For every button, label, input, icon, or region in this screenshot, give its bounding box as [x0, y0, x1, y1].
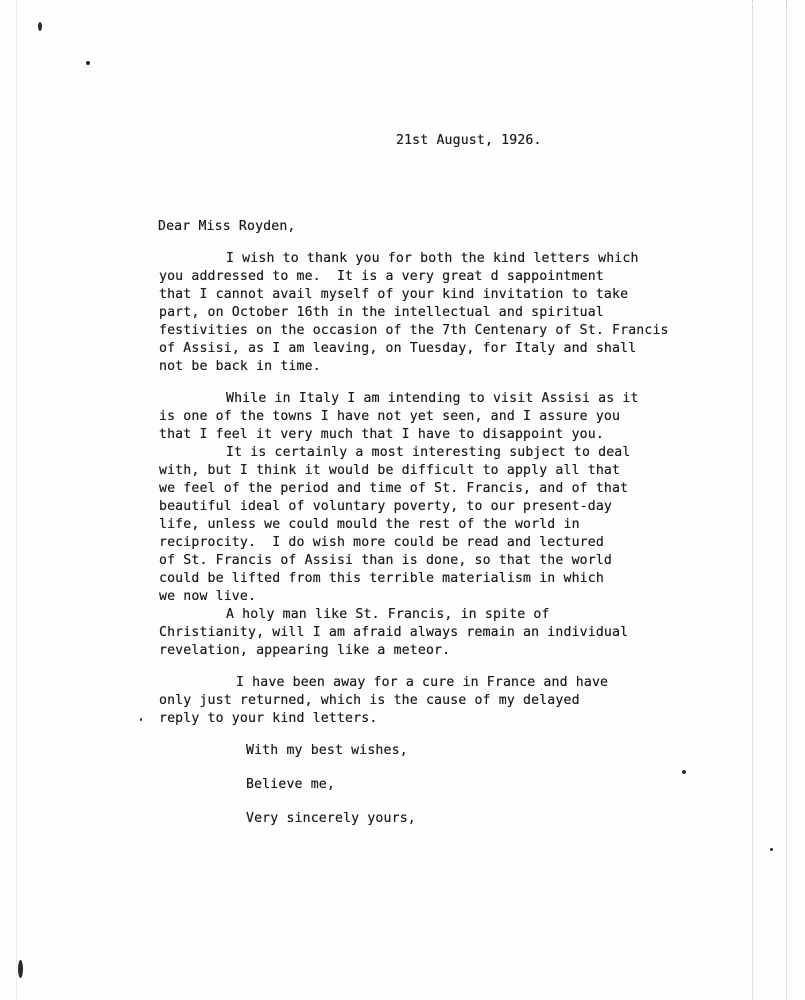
paragraph-line: life, unless we could mould the rest of the world in [159, 517, 580, 532]
paragraph-line: beautiful ideal of voluntary poverty, to our present-day [159, 499, 613, 514]
scan-edge-left [16, 0, 17, 1000]
scan-speck [18, 960, 23, 978]
scan-edge-right [752, 0, 753, 1000]
paragraph-line: reciprocity. I do wish more could be read and lectured [159, 535, 604, 550]
scan-speck [140, 718, 142, 721]
scan-speck [682, 770, 686, 774]
paragraph-line: with, but I think it would be difficult to apply all that [159, 463, 621, 478]
paragraph-line: part, on October 16th in the intellectual and spiritual [159, 305, 604, 320]
scan-edge-right-outer [786, 0, 787, 1000]
paragraph-line: only just returned, which is the cause of my delayed [159, 693, 580, 708]
scan-speck [770, 848, 773, 851]
letter-date: 21st August, 1926. [396, 133, 542, 148]
paragraph-line: While in Italy I am intending to visit Assisi as it [226, 391, 639, 406]
scan-speck [86, 61, 90, 65]
paragraph-line: revelation, appearing like a meteor. [159, 643, 451, 658]
paragraph-line: not be back in time. [159, 359, 321, 374]
closing-line: With my best wishes, [246, 743, 408, 758]
paragraph-line: I have been away for a cure in France and have [236, 675, 609, 690]
paragraph-line: of St. Francis of Assisi than is done, so that the world [159, 553, 613, 568]
paragraph-line: is one of the towns I have not yet seen, and I assure you [159, 409, 621, 424]
paragraph-line: of Assisi, as I am leaving, on Tuesday, for Italy and shall [159, 341, 637, 356]
paragraph-line: we now live. [159, 589, 257, 604]
paragraph-line: festivities on the occasion of the 7th Centenary of St. Francis [159, 323, 669, 338]
paragraph-line: A holy man like St. Francis, in spite of [226, 607, 550, 622]
paragraph-line: that I cannot avail myself of your kind invitation to take [159, 287, 629, 302]
paragraph-line: that I feel it very much that I have to disappoint you. [159, 427, 604, 442]
scan-speck [38, 22, 42, 31]
paragraph-line: we feel of the period and time of St. Francis, and of that [159, 481, 629, 496]
paragraph-line: It is certainly a most interesting subject to deal [226, 445, 631, 460]
paragraph-line: reply to your kind letters. [159, 711, 378, 726]
paragraph-line: could be lifted from this terrible materialism in which [159, 571, 604, 586]
salutation: Dear Miss Royden, [158, 219, 296, 234]
closing-line: Very sincerely yours, [246, 811, 416, 826]
paragraph-line: you addressed to me. It is a very great d sappointment [159, 269, 604, 284]
paragraph-line: Christianity, will I am afraid always remain an individual [159, 625, 629, 640]
paragraph-line: I wish to thank you for both the kind letters which [226, 251, 639, 266]
closing-line: Believe me, [246, 777, 335, 792]
